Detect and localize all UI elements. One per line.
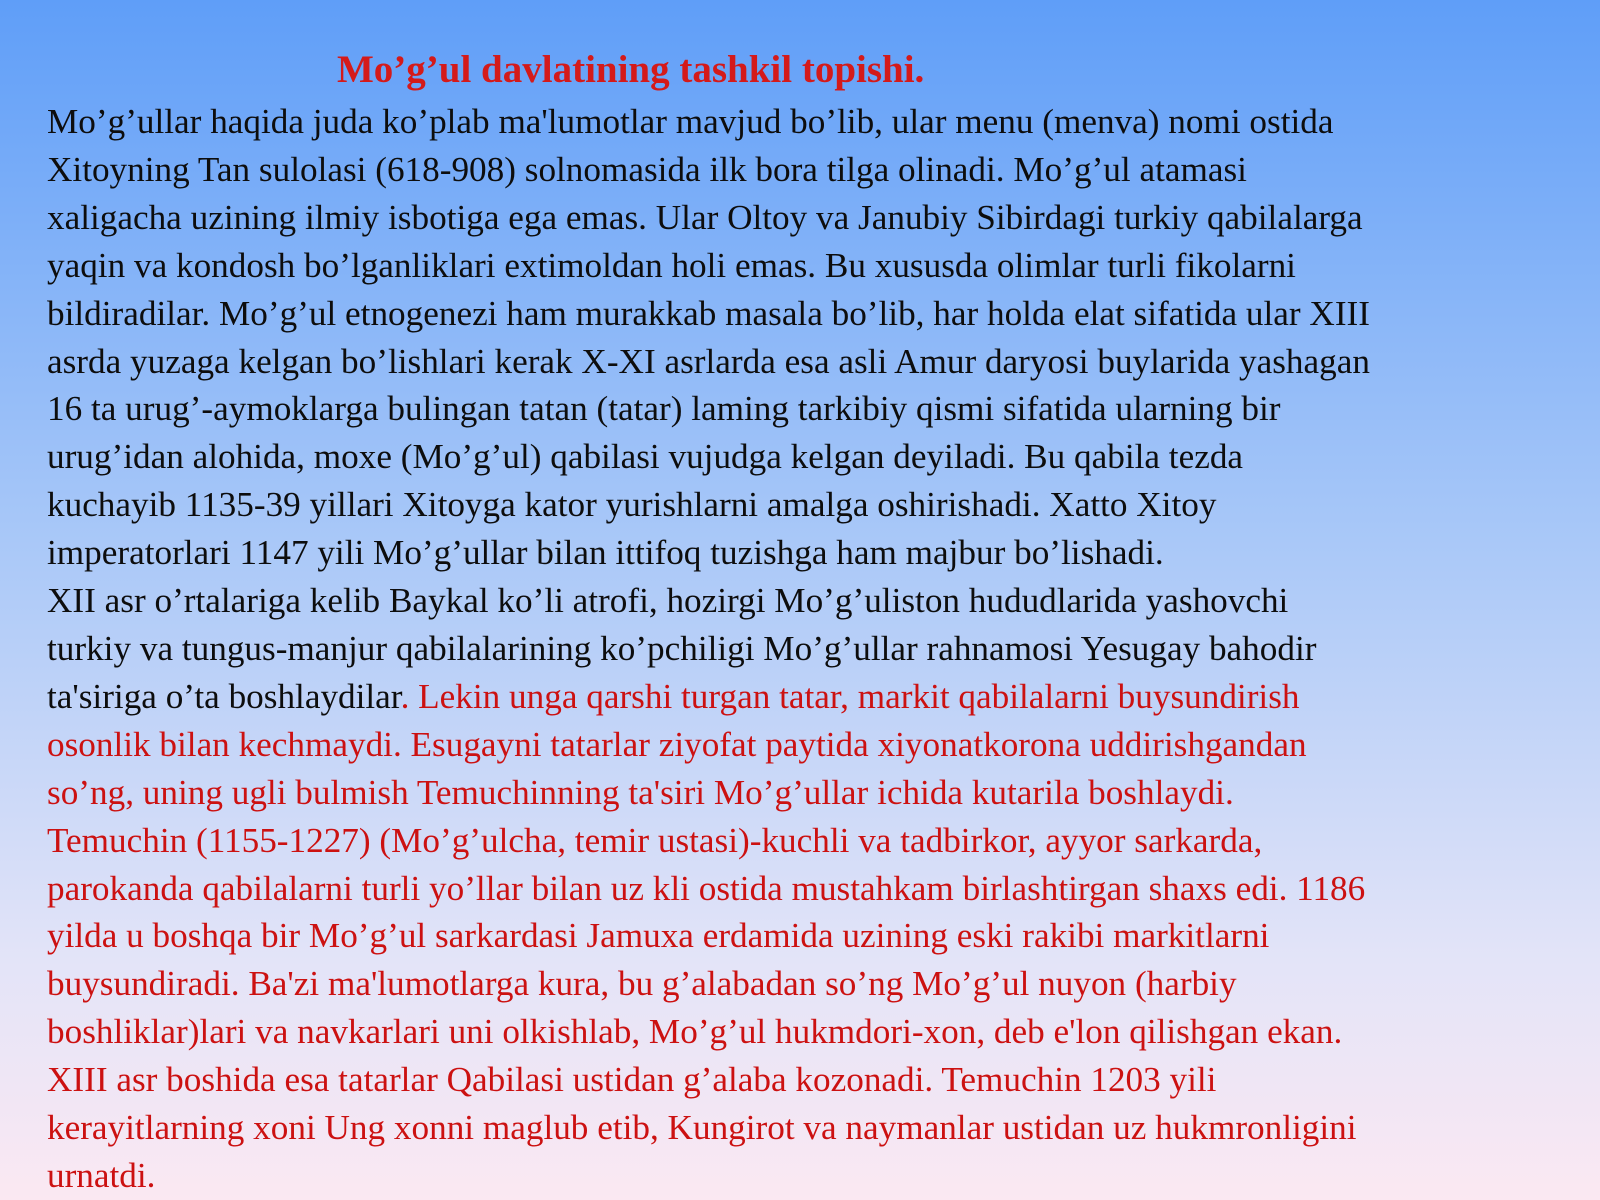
text-line: 16 ta urug’-aymoklarga bulingan tatan (tatar) laming tarkibiy qismi sifatida ularning bir: [47, 389, 1281, 429]
highlighted-text-line: osonlik bilan kechmaydi. Esugayni tatarlar ziyofat paytida xiyonatkorona uddirishgandan: [47, 724, 1307, 764]
text-line: turkiy va tungus-manjur qabilalarining ko’pchiligi Mo’g’ullar rahnamosi Yesugay bahodir: [47, 628, 1317, 668]
text-line: yaqin va kondosh bo’lganliklari extimoldan holi emas. Bu xususda olimlar turli fikolarni: [47, 245, 1296, 285]
text-line: Xitoyning Tan sulolasi (618-908) solnomasida ilk bora tilga olinadi. Mo’g’ul atamasi: [47, 149, 1247, 189]
slide-body: [47, 98, 1577, 1200]
highlighted-text-line: parokanda qabilalarni turli yo’llar bilan uz kli ostida mustahkam birlashtirgan shaxs edi. 1186: [47, 868, 1366, 908]
text-segment-red: . Lekin unga qarshi turgan tatar, markit qabilalarni buysundirish: [400, 676, 1300, 716]
text-line: asrda yuzaga kelgan bo’lishlari kerak X-XI asrlarda esa asli Amur daryosi buylarida yashagan: [47, 341, 1370, 381]
text-line: urug’idan alohida, moxe (Mo’g’ul) qabilasi vujudga kelgan deyiladi. Bu qabila tezda: [47, 437, 1244, 477]
text-line: xaligacha uzining ilmiy isbotiga ega emas. Ular Oltoy va Janubiy Sibirdagi turkiy qabilalarga: [47, 197, 1363, 237]
highlighted-text-line: XIII asr boshida esa tatarlar Qabilasi ustidan g’alaba kozonadi. Temuchin 1203 yili: [47, 1060, 1217, 1100]
highlighted-text-line: yilda u boshqa bir Mo’g’ul sarkardasi Jamuxa erdamida uzining eski rakibi markitlarni: [47, 916, 1270, 956]
text-segment-black: ta'siriga o’ta boshlaydilar: [47, 676, 401, 716]
text-line: XII asr o’rtalariga kelib Baykal ko’li atrofi, hozirgi Mo’g’uliston hududlarida yashovchi: [47, 581, 1289, 621]
highlighted-text-line: urnatdi.: [47, 1155, 156, 1195]
text-line: imperatorlari 1147 yili Mo’g’ullar bilan ittifoq tuzishga ham majbur bo’lishadi.: [47, 533, 1164, 573]
highlighted-text-line: so’ng, uning ugli bulmish Temuchinning ta'siri Mo’g’ullar ichida kutarila boshlaydi.: [47, 772, 1234, 812]
text-line: Mo’g’ullar haqida juda ko’plab ma'lumotlar mavjud bo’lib, ular menu (menva) nomi ostida: [47, 102, 1334, 141]
highlighted-text-line: kerayitlarning xoni Ung xonni maglub etib, Kungirot va naymanlar ustidan uz hukmronligini: [47, 1108, 1357, 1148]
highlighted-text-line: Temuchin (1155-1227) (Mo’g’ulcha, temir ustasi)-kuchli va tadbirkor, ayyor sarkarda,: [47, 820, 1263, 860]
slide-title: Mo’g’ul davlatining tashkil topishi.: [337, 48, 925, 91]
mixed-text-line: [47, 673, 1577, 721]
highlighted-text-line: buysundiradi. Ba'zi ma'lumotlarga kura, bu g’alabadan so’ng Mo’g’ul nuyon (harbiy: [47, 964, 1237, 1004]
text-line: bildiradilar. Mo’g’ul etnogenezi ham murakkab masala bo’lib, har holda elat sifatida ular XIII: [47, 293, 1370, 333]
text-line: kuchayib 1135-39 yillari Xitoyga kator yurishlarni amalga oshirishadi. Xatto Xitoy: [47, 485, 1217, 525]
highlighted-text-line: boshliklar)lari va navkarlari uni olkishlab, Mo’g’ul hukmdori-xon, deb e'lon qilishgan ekan.: [47, 1012, 1343, 1052]
